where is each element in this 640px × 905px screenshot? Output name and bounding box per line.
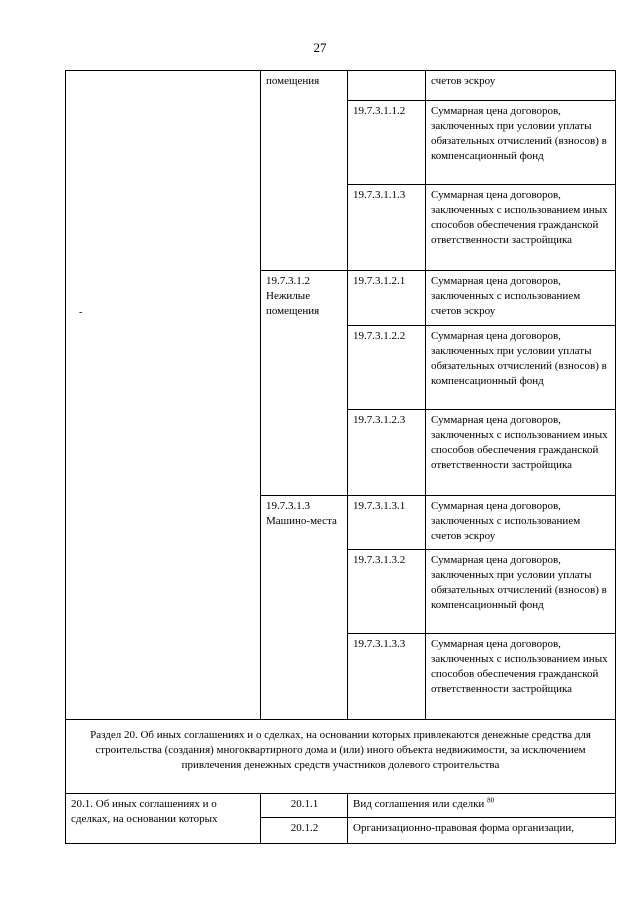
code-cell: 19.7.3.1.3.3 xyxy=(348,634,426,720)
code-cell: 19.7.3.1.2.3 xyxy=(348,410,426,496)
code-cell: 19.7.3.1.2.1 xyxy=(348,271,426,326)
group-cell: помещения xyxy=(261,71,348,271)
section-row xyxy=(66,720,616,794)
empty-left-cell xyxy=(66,71,261,720)
desc-cell: Суммарная цена договоров, заключенных с использованием счетов эскроу xyxy=(426,496,616,550)
code-cell xyxy=(348,71,426,101)
desc-cell: Суммарная цена договоров, заключенных при условии уплаты обязательных отчислений (взносов) в компенсационный фонд xyxy=(426,326,616,410)
code-cell: 19.7.3.1.1.3 xyxy=(348,185,426,271)
code-cell: 19.7.3.1.2.2 xyxy=(348,326,426,410)
registry-table xyxy=(65,70,616,844)
side-mark: - xyxy=(79,307,83,318)
code-cell: 20.1.1 xyxy=(261,794,348,818)
desc-cell: счетов эскроу xyxy=(426,71,616,101)
desc-cell: Суммарная цена договоров, заключенных с использованием иных способов обеспечения гражданской ответственности застройщика xyxy=(426,410,616,496)
code-cell: 19.7.3.1.1.2 xyxy=(348,101,426,185)
footnote-ref: 80 xyxy=(487,796,495,805)
section-20-1-title: 20.1. Об иных соглашениях и о сделках, на основании которых xyxy=(66,794,261,844)
desc-text: Вид соглашения или сделки xyxy=(353,798,485,810)
desc-cell: Организационно-правовая форма организации, xyxy=(348,818,616,844)
group-cell: 19.7.3.1.3 Машино-места xyxy=(261,496,348,720)
desc-cell: Суммарная цена договоров, заключенных при условии уплаты обязательных отчислений (взносов) в компенсационный фонд xyxy=(426,550,616,634)
desc-cell: Суммарная цена договоров, заключенных при условии уплаты обязательных отчислений (взносов) в компенсационный фонд xyxy=(426,101,616,185)
table-row xyxy=(66,794,616,818)
desc-cell: Суммарная цена договоров, заключенных с использованием иных способов обеспечения гражданской ответственности застройщика xyxy=(426,185,616,271)
code-cell: 20.1.2 xyxy=(261,818,348,844)
code-cell: 19.7.3.1.3.1 xyxy=(348,496,426,550)
desc-cell: Суммарная цена договоров, заключенных с использованием иных способов обеспечения гражданской ответственности застройщика xyxy=(426,634,616,720)
desc-cell: Суммарная цена договоров, заключенных с использованием счетов эскроу xyxy=(426,271,616,326)
group-cell: 19.7.3.1.2 Нежилые помещения xyxy=(261,271,348,496)
section-20-heading: Раздел 20. Об иных соглашениях и о сделках, на основании которых привлекаются денежные средства для строительства (создания) многоквартирного дома и (или) иного объекта недвижимости, за исключением привлечения денежных средств участников долевого строительства xyxy=(66,720,616,794)
page-number: 27 xyxy=(313,40,327,55)
code-cell: 19.7.3.1.3.2 xyxy=(348,550,426,634)
desc-cell xyxy=(348,794,616,818)
table-row xyxy=(66,71,616,101)
